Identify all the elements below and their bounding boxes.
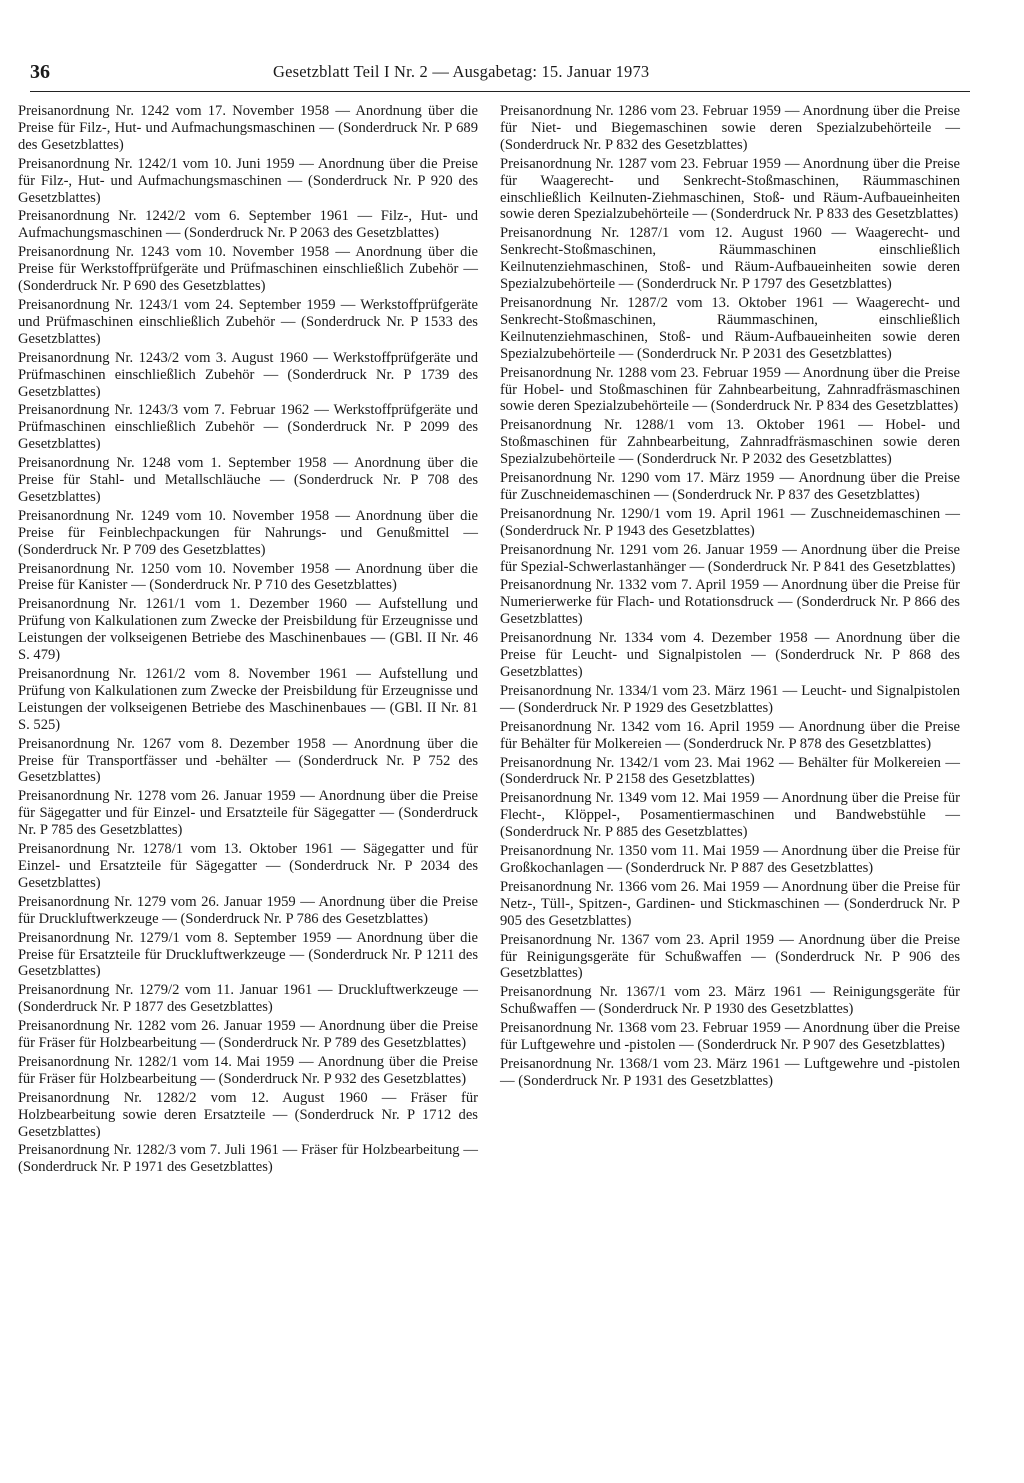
price-order-entry: Preisanordnung Nr. 1286 vom 23. Februar 1959 — Anordnung über die Preise für Niet- und Biegemaschinen sowie deren Spezialzubehörteile — (Sonderdruck Nr. P 832 des Gesetzblattes) <box>500 103 960 153</box>
price-order-entry: Preisanordnung Nr. 1242/2 vom 6. September 1961 — Filz-, Hut- und Aufmachungsmaschinen — (Sonderdruck Nr. P 2063 des Gesetzblattes) <box>18 208 478 242</box>
price-order-entry: Preisanordnung Nr. 1248 vom 1. September 1958 — Anordnung über die Preise für Stahl- und Metallschläuche — (Sonderdruck Nr. P 708 des Gesetzblattes) <box>18 455 478 505</box>
price-order-entry: Preisanordnung Nr. 1287/2 vom 13. Oktober 1961 — Waagerecht- und Senkrecht-Stoßmaschinen, Räummaschinen, einschließlich Keilnutenziehmaschinen, Stoß- und Räum-Aufbaueinheiten sowie deren Spezialzubehörteile — (Sonderdruck Nr. P 2031 des Gesetzblattes) <box>500 294 960 362</box>
price-order-entry: Preisanordnung Nr. 1288/1 vom 13. Oktober 1961 — Hobel- und Stoßmaschinen für Zahnbearbeitung, Zahnradfräsmaschinen sowie deren Spezialzubehörteile — (Sonderdruck Nr. P 2032 des Gesetzblattes) <box>500 417 960 468</box>
price-order-entry: Preisanordnung Nr. 1291 vom 26. Januar 1959 — Anordnung über die Preise für Spezial-Schwerlastanhänger — (Sonderdruck Nr. P 841 des Gesetzblattes) <box>500 541 960 575</box>
header-rule <box>30 91 970 92</box>
price-order-entry: Preisanordnung Nr. 1243 vom 10. November 1958 — Anordnung über die Preise für Werkstoffprüfgeräte und Prüfmaschinen einschließlich Zubehör — (Sonderdruck Nr. P 690 des Gesetzblattes) <box>18 244 478 295</box>
price-order-entry: Preisanordnung Nr. 1261/1 vom 1. Dezember 1960 — Aufstellung und Prüfung von Kalkulationen zum Zwecke der Preisbildung für Erzeugnisse und Leistungen der volkseigenen Betriebe des Maschinenbaues — (GBl. II Nr. 46 S. 479) <box>18 596 478 664</box>
right-column <box>500 103 960 1092</box>
price-order-entry: Preisanordnung Nr. 1368 vom 23. Februar 1959 — Anordnung über die Preise für Luftgewehre und -pistolen — (Sonderdruck Nr. P 907 des Gesetzblattes) <box>500 1020 960 1054</box>
price-order-entry: Preisanordnung Nr. 1332 vom 7. April 1959 — Anordnung über die Preise für Numerierwerke für Flach- und Rotationsdruck — (Sonderdruck Nr. P 866 des Gesetzblattes) <box>500 577 960 628</box>
price-order-entry: Preisanordnung Nr. 1290 vom 17. März 1959 — Anordnung über die Preise für Zuschneidemaschinen — (Sonderdruck Nr. P 837 des Gesetzblattes) <box>500 470 960 503</box>
price-order-entry: Preisanordnung Nr. 1243/1 vom 24. September 1959 — Werkstoffprüfgeräte und Prüfmaschinen einschließlich Zubehör — (Sonderdruck Nr. P 1533 des Gesetzblattes) <box>18 296 478 347</box>
price-order-entry: Preisanordnung Nr. 1243/3 vom 7. Februar 1962 — Werkstoffprüfgeräte und Prüfmaschinen einschließlich Zubehör — (Sonderdruck Nr. P 2099 des Gesetzblattes) <box>18 402 478 453</box>
price-order-entry: Preisanordnung Nr. 1243/2 vom 3. August 1960 — Werkstoffprüfgeräte und Prüfmaschinen einschließlich Zubehör — (Sonderdruck Nr. P 1739 des Gesetzblattes) <box>18 349 478 400</box>
price-order-entry: Preisanordnung Nr. 1278/1 vom 13. Oktober 1961 — Sägegatter und für Einzel- und Ersatzteile für Sägegatter — (Sonderdruck Nr. P 2034 des Gesetzblattes) <box>18 841 478 891</box>
price-order-entry: Preisanordnung Nr. 1250 vom 10. November 1958 — Anordnung über die Preise für Kanister — (Sonderdruck Nr. P 710 des Gesetzblattes) <box>18 560 478 594</box>
price-order-entry: Preisanordnung Nr. 1278 vom 26. Januar 1959 — Anordnung über die Preise für Sägegatter und für Einzel- und Ersatzteile für Sägegatter — (Sonderdruck Nr. P 785 des Gesetzblattes) <box>18 788 478 839</box>
price-order-entry: Preisanordnung Nr. 1350 vom 11. Mai 1959 — Anordnung über die Preise für Großkochanlagen — (Sonderdruck Nr. P 887 des Gesetzblattes) <box>500 843 960 876</box>
price-order-entry: Preisanordnung Nr. 1279 vom 26. Januar 1959 — Anordnung über die Preise für Druckluftwerkzeuge — (Sonderdruck Nr. P 786 des Gesetzblattes) <box>18 893 478 927</box>
price-order-entry: Preisanordnung Nr. 1282/2 vom 12. August 1960 — Fräser für Holzbearbeitung sowie deren Ersatzteile — (Sonderdruck Nr. P 1712 des Gesetzblattes) <box>18 1089 478 1140</box>
price-order-entry: Preisanordnung Nr. 1282/3 vom 7. Juli 1961 — Fräser für Holzbearbeitung — (Sonderdruck Nr. P 1971 des Gesetzblattes) <box>18 1142 478 1176</box>
price-order-entry: Preisanordnung Nr. 1367/1 vom 23. März 1961 — Reinigungsgeräte für Schußwaffen — (Sonderdruck Nr. P 1930 des Gesetzblattes) <box>500 984 960 1018</box>
price-order-entry: Preisanordnung Nr. 1366 vom 26. Mai 1959 — Anordnung über die Preise für Netz-, Tüll-, Spitzen-, Gardinen- und Stickmaschinen — (Sonderdruck Nr. P 905 des Gesetzblattes) <box>500 878 960 929</box>
price-order-entry: Preisanordnung Nr. 1282 vom 26. Januar 1959 — Anordnung über die Preise für Fräser für Holzbearbeitung — (Sonderdruck Nr. P 789 des Gesetzblattes) <box>18 1018 478 1052</box>
price-order-entry: Preisanordnung Nr. 1367 vom 23. April 1959 — Anordnung über die Preise für Reinigungsgeräte für Schußwaffen — (Sonderdruck Nr. P 906 des Gesetzblattes) <box>500 931 960 982</box>
price-order-entry: Preisanordnung Nr. 1279/2 vom 11. Januar 1961 — Druckluftwerkzeuge — (Sonderdruck Nr. P 1877 des Gesetzblattes) <box>18 982 478 1016</box>
price-order-entry: Preisanordnung Nr. 1242/1 vom 10. Juni 1959 — Anordnung über die Preise für Filz-, Hut- und Aufmachungsmaschinen — (Sonderdruck Nr. P 920 des Gesetzblattes) <box>18 155 478 206</box>
price-order-entry: Preisanordnung Nr. 1342 vom 16. April 1959 — Anordnung über die Preise für Behälter für Molkereien — (Sonderdruck Nr. P 878 des Gesetzblattes) <box>500 718 960 752</box>
page-number: 36 <box>30 61 50 83</box>
price-order-entry: Preisanordnung Nr. 1349 vom 12. Mai 1959 — Anordnung über die Preise für Flecht-, Klöppel-, Posamentiermaschinen und Bandwebstühle — (Sonderdruck Nr. P 885 des Gesetzblattes) <box>500 790 960 841</box>
price-order-entry: Preisanordnung Nr. 1287 vom 23. Februar 1959 — Anordnung über die Preise für Waagerecht- und Senkrecht-Stoßmaschinen, Räummaschinen einschließlich Keilnuten-Ziehmaschinen, Stoß- und Räum-Aufbaueinheiten sowie deren Spezialzubehörteile — (Sonderdruck Nr. P 833 des Gesetzblattes) <box>500 155 960 223</box>
price-order-entry: Preisanordnung Nr. 1267 vom 8. Dezember 1958 — Anordnung über die Preise für Transportfässer und -behälter — (Sonderdruck Nr. P 752 des Gesetzblattes) <box>18 735 478 786</box>
price-order-entry: Preisanordnung Nr. 1342/1 vom 23. Mai 1962 — Behälter für Molkereien — (Sonderdruck Nr. P 2158 des Gesetzblattes) <box>500 754 960 788</box>
price-order-entry: Preisanordnung Nr. 1242 vom 17. November 1958 — Anordnung über die Preise für Filz-, Hut- und Aufmachungsmaschinen — (Sonderdruck Nr. P 689 des Gesetzblattes) <box>18 103 478 153</box>
price-order-entry: Preisanordnung Nr. 1334/1 vom 23. März 1961 — Leucht- und Signalpistolen — (Sonderdruck Nr. P 1929 des Gesetzblattes) <box>500 682 960 716</box>
price-order-entry: Preisanordnung Nr. 1279/1 vom 8. September 1959 — Anordnung über die Preise für Ersatzteile für Druckluftwerkzeuge — (Sonderdruck Nr. P 1211 des Gesetzblattes) <box>18 929 478 980</box>
left-column <box>18 103 478 1178</box>
price-order-entry: Preisanordnung Nr. 1368/1 vom 23. März 1961 — Luftgewehre und -pistolen — (Sonderdruck Nr. P 1931 des Gesetzblattes) <box>500 1055 960 1089</box>
price-order-entry: Preisanordnung Nr. 1288 vom 23. Februar 1959 — Anordnung über die Preise für Hobel- und Stoßmaschinen für Zahnbearbeitung, Zahnradfräsmaschinen sowie deren Spezialzubehörteile — (Sonderdruck Nr. P 834 des Gesetzblattes) <box>500 364 960 415</box>
price-order-entry: Preisanordnung Nr. 1261/2 vom 8. November 1961 — Aufstellung und Prüfung von Kalkulationen zum Zwecke der Preisbildung für Erzeugnisse und Leistungen der volkseigenen Betriebe des Maschinenbaues — (GBl. II Nr. 81 S. 525) <box>18 666 478 733</box>
price-order-entry: Preisanordnung Nr. 1287/1 vom 12. August 1960 — Waagerecht- und Senkrecht-Stoßmaschinen, Räummaschinen einschließlich Keilnutenziehmaschinen, Stoß- und Räum-Aufbaueinheiten sowie deren Spezialzubehörteile — (Sonderdruck Nr. P 1797 des Gesetzblattes) <box>500 225 960 293</box>
price-order-entry: Preisanordnung Nr. 1282/1 vom 14. Mai 1959 — Anordnung über die Preise für Fräser für Holzbearbeitung — (Sonderdruck Nr. P 932 des Gesetzblattes) <box>18 1053 478 1087</box>
page-header <box>30 60 970 88</box>
header-title: Gesetzblatt Teil I Nr. 2 — Ausgabetag: 15. Januar 1973 <box>273 62 650 81</box>
price-order-entry: Preisanordnung Nr. 1334 vom 4. Dezember 1958 — Anordnung über die Preise für Leucht- und Signalpistolen — (Sonderdruck Nr. P 868 des Gesetzblattes) <box>500 630 960 680</box>
price-order-entry: Preisanordnung Nr. 1249 vom 10. November 1958 — Anordnung über die Preise für Feinblechpackungen für Nahrungs- und Genußmittel — (Sonderdruck Nr. P 709 des Gesetzblattes) <box>18 507 478 558</box>
price-order-entry: Preisanordnung Nr. 1290/1 vom 19. April 1961 — Zuschneidemaschinen — (Sonderdruck Nr. P 1943 des Gesetzblattes) <box>500 505 960 539</box>
